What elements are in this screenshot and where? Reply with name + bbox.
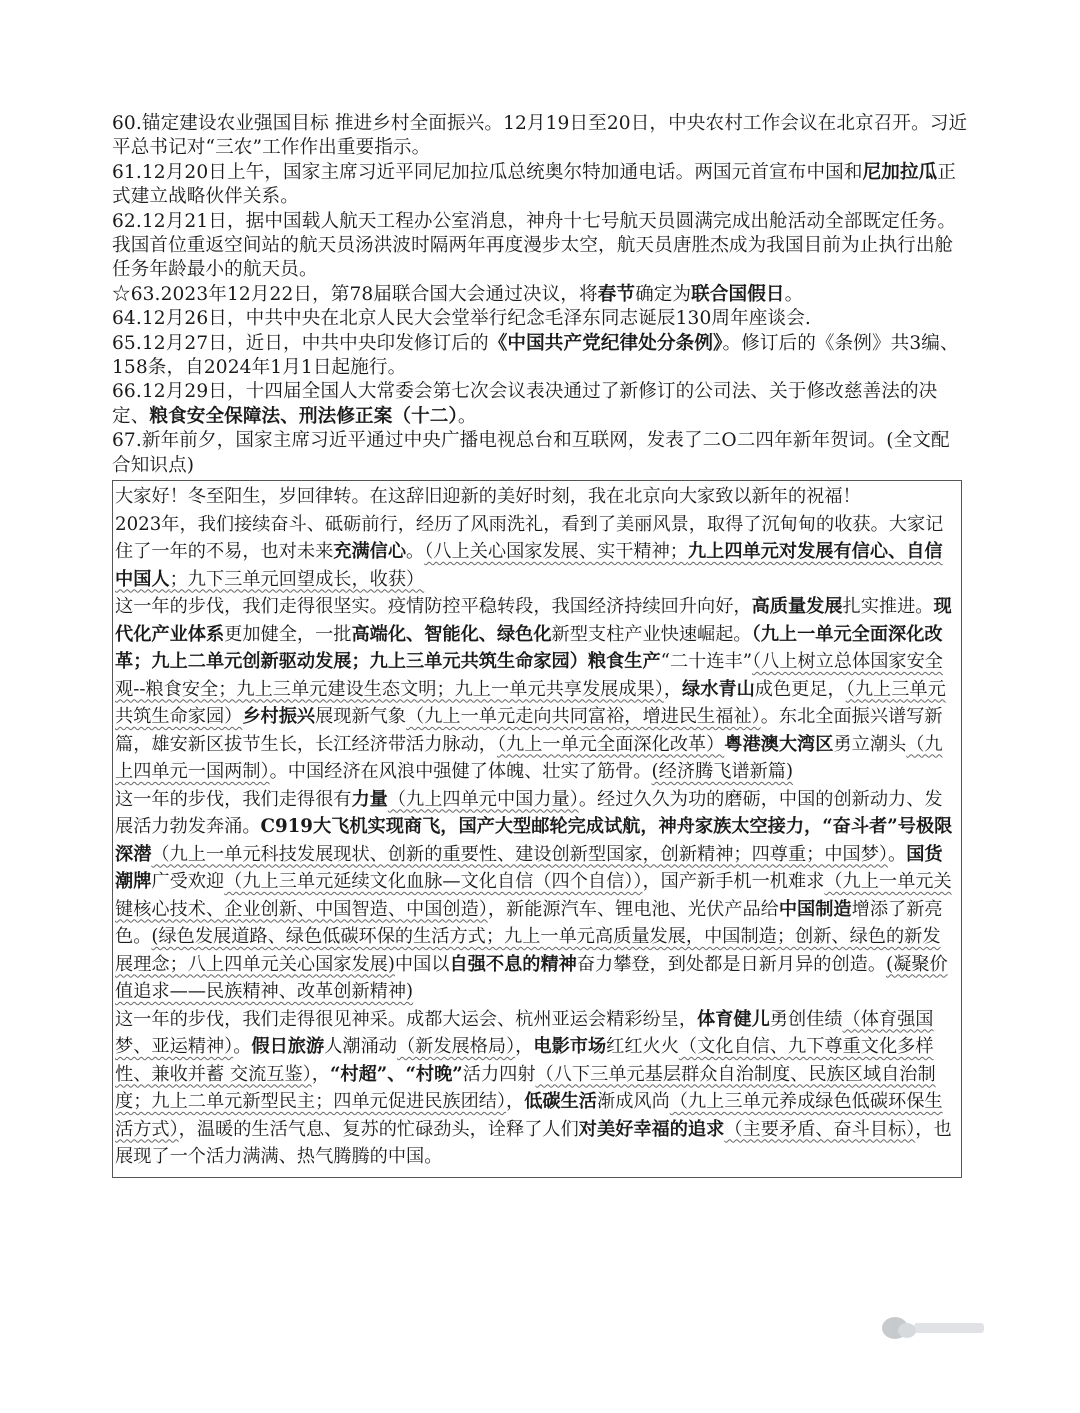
text-run: 。东北全面振兴谱写新篇，雄安新区拔节生长，长江经济带活力脉动， xyxy=(115,706,943,755)
text-run: “二十连丰” xyxy=(660,651,753,673)
text-run: 活力四射 xyxy=(462,1063,536,1085)
text-run: （九上四单元一国两制） xyxy=(115,733,943,783)
text-run: 假日旅游 xyxy=(251,1036,325,1058)
text-run: 中国以 xyxy=(394,953,450,975)
text-run: 乡村振兴 xyxy=(242,706,316,728)
text-run: 勇创佳绩 xyxy=(769,1008,843,1030)
text-run: 这一年的步伐，我们走得很坚实。疫情防控平稳转段，我国经济持续回升向好， xyxy=(115,596,752,618)
text-run: (凝聚价值追求——民族精神、改革创新精神) xyxy=(115,953,948,1003)
speech-paragraph-5 xyxy=(115,1006,958,1171)
text-run: 现代化产业体系 xyxy=(115,596,952,645)
text-run: 成色更足， xyxy=(754,678,846,700)
text-run: 奋力攀登，到处都是日新月异的创造。 xyxy=(576,953,887,975)
text-run: 绿水青山 xyxy=(682,678,755,700)
text-run: ，国产新手机一机难求 xyxy=(642,871,825,893)
text-run: 中国制造 xyxy=(778,898,852,920)
news-item-61: 61.12月20日上午，国家主席习近平同尼加拉瓜总统奥尔特加通电话。两国元首宣布中国和尼加拉瓜正式建立战略伙伴关系。 xyxy=(112,161,957,208)
text-run: ，温暖的生活气息、复苏的忙碌劲头，诠释了人们 xyxy=(178,1118,579,1140)
text-run: 这一年的步伐，我们走得很有 xyxy=(115,788,352,810)
watermark xyxy=(882,1317,984,1339)
new-year-speech-box xyxy=(112,480,962,1178)
text-run: 。 xyxy=(887,843,907,865)
text-run: 增添了新亮色。 xyxy=(115,898,943,948)
text-run: （八上关心国家发展、实干精神； xyxy=(424,541,688,563)
news-items xyxy=(112,112,968,478)
speech-paragraph-4 xyxy=(115,786,958,1006)
text-run: （九上三单元延续文化血脉—文化自信（四个自信）） xyxy=(224,871,643,893)
text-run: 这一年的步伐，我们走得很见神采。成都大运会、杭州亚运会精彩纷呈， xyxy=(115,1008,698,1030)
text-run: 电影市场 xyxy=(533,1036,607,1058)
news-item-60: 60.锚定建设农业强国目标 推进乡村全面振兴。12月19日至20日，中央农村工作会议在北京召开。习近平总书记对“三农”工作作出重要指示。 xyxy=(112,113,968,159)
text-run: ， xyxy=(311,1063,330,1085)
speech-paragraph-3 xyxy=(115,593,958,786)
text-run: 红红火火 xyxy=(606,1036,679,1058)
news-item-63: ☆63.2023年12月22日，第78届联合国大会通过决议，将春节确定为联合国假日。 xyxy=(112,283,804,305)
text-run: C919大飞机实现商飞，国产大型邮轮完成试航，神舟家族太空接力，“奋斗者”号极限深潜 xyxy=(115,816,953,865)
text-run: ，也展现了一个活力满满、热气腾腾的中国。 xyxy=(115,1118,952,1168)
text-run: （九上三单元共筑生命家园） xyxy=(115,678,946,728)
text-run: ， xyxy=(515,1036,534,1058)
text-run: （文化自信、九下尊重文化多样性、兼收并蓄 交流互鉴） xyxy=(115,1036,934,1085)
speech-paragraph-1: 大家好！冬至阳生，岁回律转。在这辞旧迎新的美好时刻，我在北京向大家致以新年的祝福！ xyxy=(115,486,861,508)
text-run: 。 xyxy=(406,541,425,563)
text-run: （新发展格局） xyxy=(396,1036,516,1058)
text-run: 九上四单元对发展有信心、自信中国人 xyxy=(115,541,943,590)
text-run: （九上一单元全面深化改革） xyxy=(496,733,725,755)
text-run: 体育健儿 xyxy=(697,1008,770,1030)
document-page xyxy=(112,112,968,1178)
text-run: 自强不息的精神 xyxy=(449,953,577,975)
text-run: (绿色发展道路、绿色低碳环保的生活方式；九上一单元高质量发展，中国制造；创新、绿色的新发展理念；八上四单元关心国家发展) xyxy=(115,926,941,975)
text-run: （体育强国梦、亚运精神） xyxy=(115,1008,934,1058)
text-run: 粤港澳大湾区 xyxy=(724,733,834,755)
text-run: （八下三单元基层群众自治制度、民族区域自治制度；九上二单元新型民主；四单元促进民族团结） xyxy=(115,1063,936,1113)
text-run: 扎实推进。 xyxy=(842,596,934,618)
text-run: 人潮涌动 xyxy=(324,1036,397,1058)
text-run: 充满信心 xyxy=(333,541,407,563)
text-run: 勇立潮头 xyxy=(833,733,907,755)
text-run: （九上三单元养成绿色低碳环保生活方式） xyxy=(115,1091,943,1140)
text-run: ；九下三单元回望成长，收获） xyxy=(169,568,425,590)
text-run: ， xyxy=(506,1091,525,1113)
text-run: 渐成风尚 xyxy=(597,1091,670,1113)
news-item-67: 67.新年前夕，国家主席习近平通过中央广播电视总台和互联网，发表了二O二四年新年贺词。(全文配合知识点) xyxy=(112,430,950,476)
text-run: （九上一单元关键核心技术、企业创新、中国智造、中国创造） xyxy=(115,871,952,920)
news-item-62: 62.12月21日，据中国载人航天工程办公室消息，神舟十七号航天员圆满完成出舱活动全部既定任务。我国首位重返空间站的航天员汤洪波时隔两年再度漫步太空，航天员唐胜杰成为我国目前为止执行出舱任务年龄最小的航天员。 xyxy=(112,210,957,281)
text-run: 高端化、智能化、绿色化 xyxy=(351,623,552,645)
speech-paragraph-2 xyxy=(115,511,958,594)
text-run: 更加健全，一批 xyxy=(224,623,352,645)
text-run: 。 xyxy=(233,1036,252,1058)
text-run: （九上一单元科技发展现状、创新的重要性、建设创新型国家，创新精神；四尊重；中国梦） xyxy=(151,843,888,865)
text-run: 低碳生活 xyxy=(524,1091,597,1113)
text-run: 2023年，我们接续奋斗、砥砺前行，经历了风雨洗礼，看到了美丽风景，取得了沉甸甸的收获。大家记住了一年的不易，也对未来 xyxy=(115,513,944,563)
text-run: 。中国经济在风浪中强健了体魄、壮实了筋骨。 xyxy=(269,761,652,783)
news-item-64: 64.12月26日，中共中央在北京人民大会堂举行纪念毛泽东同志诞辰130周年座谈会. xyxy=(112,308,811,330)
text-run: （九上一单元走向共同富裕，增进民生福祉） xyxy=(406,706,761,728)
text-run: （八上树立总体国家安全观--粮食安全；九上三单元建设生态文明；九上一单元共享发展成果） xyxy=(115,651,943,700)
text-run: 国货潮牌 xyxy=(115,843,943,893)
wechat-icon xyxy=(882,1317,908,1339)
text-run: （主要矛盾、奋斗目标） xyxy=(724,1118,916,1140)
news-item-66: 66.12月29日，十四届全国人大常委会第七次会议表决通过了新修订的公司法、关于修改慈善法的决定、粮食安全保障法、刑法修正案（十二）。 xyxy=(112,381,938,427)
news-item-65: 65.12月27日，近日，中共中央印发修订后的《中国共产党纪律处分条例》。修订后的《条例》共3编、158条，自2024年1月1日起施行。 xyxy=(112,332,959,379)
text-run: 展现新气象 xyxy=(315,706,407,728)
text-run: （九上一单元全面深化改革；九上二单元创新驱动发展；九上三单元共筑生命家园） xyxy=(115,623,943,673)
text-run: 对美好幸福的追求 xyxy=(578,1118,725,1140)
text-run: (经济腾飞谱新篇) xyxy=(651,761,794,783)
text-run: 力量 xyxy=(351,788,388,810)
text-run: ， xyxy=(663,678,683,700)
text-run: 。经过久久为功的磨砺，中国的创新动力、发展活力勃发奔涌。 xyxy=(115,788,943,838)
text-run: 高质量发展 xyxy=(751,596,843,618)
watermark-bar xyxy=(914,1323,984,1333)
text-run: ，新能源汽车、锂电池、光伏产品给 xyxy=(487,898,779,920)
text-run: 粮食生产 xyxy=(587,651,661,673)
text-run: 广受欢迎 xyxy=(151,871,225,893)
text-run: 新型支柱产业快速崛起。 xyxy=(551,623,752,645)
text-run: “村超”、“村晚” xyxy=(329,1063,463,1085)
text-run: （九上四单元中国力量） xyxy=(387,788,579,810)
